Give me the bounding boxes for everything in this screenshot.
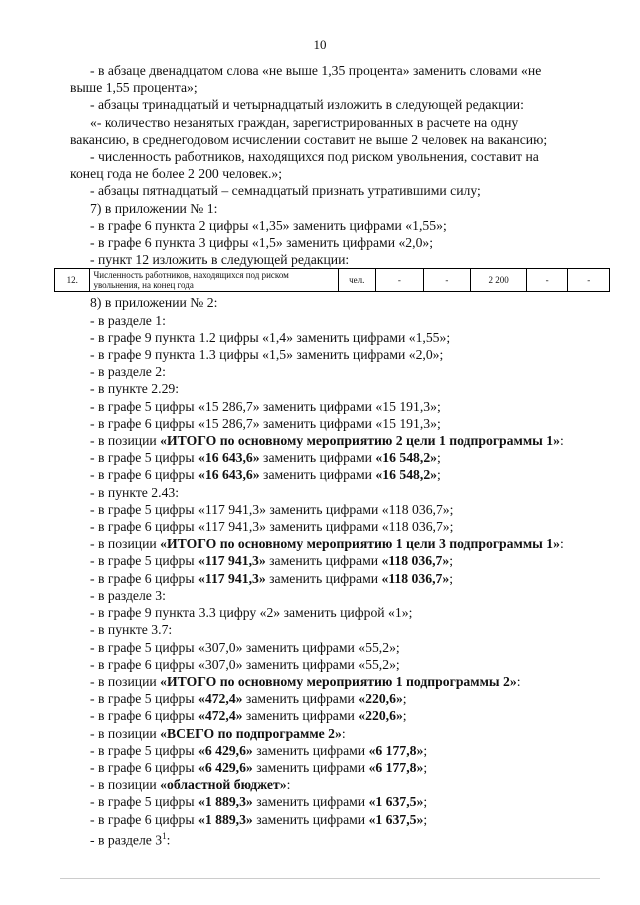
bold-text: «118 036,7» — [381, 570, 450, 586]
text-line — [90, 725, 600, 742]
text-line — [90, 793, 600, 810]
replacement-table — [54, 268, 610, 292]
text-prefix: - в позиции — [90, 433, 161, 449]
value-cell-3: 2 200 — [471, 269, 527, 292]
text-middle: заменить цифрами — [252, 759, 369, 775]
text-suffix: ; — [423, 742, 428, 758]
bold-text: «16 643,6» — [198, 450, 260, 466]
text-line — [90, 673, 600, 690]
value-cell-4: - — [526, 269, 568, 292]
text-prefix: - в графе 6 цифры — [90, 811, 199, 827]
text-prefix: - в позиции — [90, 725, 161, 741]
text-suffix: : — [516, 673, 521, 689]
text-prefix: - в графе 5 цифры — [90, 794, 199, 810]
text-suffix: : — [166, 832, 171, 848]
bold-text: «220,6» — [358, 708, 403, 724]
text-line: - в графе 6 цифры «15 286,7» заменить цифрами «15 191,3»; — [90, 415, 441, 431]
text-prefix: - в графе 6 цифры — [90, 759, 199, 775]
text-line: - в графе 6 пункта 2 цифры «1,35» заменить цифрами «1,55»; — [90, 217, 447, 233]
bold-text: «472,4» — [198, 691, 243, 707]
document-body — [66, 62, 600, 849]
text-line: - в графе 9 пункта 1.2 цифры «1,4» заменить цифрами «1,55»; — [90, 329, 451, 345]
text-line: выше 1,55 процента»; — [70, 80, 198, 96]
bold-text: «1 889,3» — [198, 794, 253, 810]
row-number: 12. — [55, 269, 90, 292]
text-line: - пункт 12 изложить в следующей редакции: — [90, 252, 350, 268]
bold-text: «ИТОГО по основному мероприятию 1 подпрограммы 2» — [160, 673, 517, 689]
text-middle: заменить цифрами — [242, 691, 359, 707]
text-line: - в графе 6 цифры «307,0» заменить цифрами «55,2»; — [90, 656, 400, 672]
text-suffix: ; — [423, 811, 428, 827]
value-cell-1: - — [376, 269, 424, 292]
text-line: - в пункте 2.29: — [90, 381, 180, 397]
text-line — [90, 690, 600, 707]
text-middle: заменить цифрами — [252, 811, 369, 827]
text-suffix: : — [341, 725, 346, 741]
text-prefix: - в графе 5 цифры — [90, 450, 199, 466]
bold-text: «1 889,3» — [198, 811, 253, 827]
paragraph-block-b — [90, 294, 600, 848]
text-line — [90, 776, 600, 793]
text-suffix: : — [286, 777, 291, 793]
text-line: - в разделе 3: — [90, 587, 166, 603]
footer-rule — [60, 878, 600, 879]
bold-text: «6 429,6» — [198, 742, 253, 758]
bold-text: «220,6» — [358, 691, 403, 707]
text-prefix: - в позиции — [90, 536, 161, 552]
bold-text: «16 643,6» — [198, 467, 260, 483]
bold-text: «ИТОГО по основному мероприятию 2 цели 1 подпрограммы 1» — [160, 433, 560, 449]
text-line: конец года не более 2 200 человек.»; — [70, 166, 283, 182]
bold-text: «117 941,3» — [198, 570, 266, 586]
text-middle: заменить цифрами — [265, 553, 382, 569]
text-prefix: - в разделе 3 — [90, 832, 163, 848]
text-line: - в пункте 2.43: — [90, 484, 180, 500]
text-middle: заменить цифрами — [252, 742, 369, 758]
text-line: - абзацы пятнадцатый – семнадцатый признать утратившими силу; — [90, 183, 481, 199]
text-line — [90, 535, 600, 552]
bold-text: «6 429,6» — [198, 759, 253, 775]
text-line: 7) в приложении № 1: — [90, 200, 218, 216]
text-line — [90, 828, 600, 849]
text-line: - в абзаце двенадцатом слова «не выше 1,35 процента» заменить словами «не — [90, 63, 542, 78]
bold-text: «118 036,7» — [381, 553, 450, 569]
text-prefix: - в графе 5 цифры — [90, 553, 199, 569]
text-suffix: ; — [449, 553, 453, 569]
text-suffix: : — [559, 536, 564, 552]
text-line: - численность работников, находящихся под риском увольнения, составит на — [90, 149, 539, 165]
text-line: - в пункте 3.7: — [90, 622, 173, 638]
text-prefix: - в позиции — [90, 673, 161, 689]
text-suffix: ; — [402, 691, 407, 707]
bold-text: «117 941,3» — [198, 553, 266, 569]
bold-text: «6 177,8» — [368, 742, 424, 758]
bold-text: «ВСЕГО по подпрограмме 2» — [160, 725, 342, 741]
text-line: 8) в приложении № 2: — [90, 295, 218, 311]
superscript: 1 — [162, 830, 167, 841]
text-line: - в разделе 1: — [90, 312, 166, 328]
unit-cell: чел. — [338, 269, 375, 292]
bold-text: «16 548,2» — [375, 467, 437, 483]
text-suffix: ; — [423, 794, 428, 810]
bold-text: «1 637,5» — [368, 794, 424, 810]
text-middle: заменить цифрами — [265, 570, 382, 586]
text-suffix: ; — [402, 708, 407, 724]
text-line — [90, 432, 600, 449]
bold-text: «6 177,8» — [368, 759, 424, 775]
bold-text: «472,4» — [198, 708, 243, 724]
text-suffix: ; — [437, 450, 441, 466]
text-line — [90, 811, 600, 828]
text-line: - в графе 5 цифры «307,0» заменить цифрами «55,2»; — [90, 639, 400, 655]
text-middle: заменить цифрами — [259, 467, 376, 483]
page-number: 10 — [313, 37, 327, 52]
text-suffix: ; — [423, 759, 428, 775]
indicator-name: Численность работников, находящихся под риском увольнения, на конец года — [90, 269, 338, 292]
table-row — [55, 269, 610, 292]
text-suffix: ; — [437, 467, 441, 483]
text-suffix: ; — [449, 570, 453, 586]
text-line — [90, 449, 600, 466]
text-line — [90, 552, 600, 569]
text-line: - в графе 6 цифры «117 941,3» заменить цифрами «118 036,7»; — [90, 519, 454, 535]
bold-text: «ИТОГО по основному мероприятию 1 цели 3 подпрограммы 1» — [160, 536, 560, 552]
text-line: - в графе 6 пункта 3 цифры «1,5» заменить цифрами «2,0»; — [90, 235, 434, 251]
text-middle: заменить цифрами — [259, 450, 376, 466]
text-line: - в графе 5 цифры «15 286,7» заменить цифрами «15 191,3»; — [90, 398, 441, 414]
text-line: - абзацы тринадцатый и четырнадцатый изложить в следующей редакции: — [90, 97, 524, 113]
text-prefix: - в позиции — [90, 777, 161, 793]
text-line: «- количество незанятых граждан, зарегистрированных в расчете на одну — [90, 114, 519, 130]
text-prefix: - в графе 6 цифры — [90, 467, 199, 483]
text-line: - в графе 9 пункта 1.3 цифры «1,5» заменить цифрами «2,0»; — [90, 347, 444, 363]
text-prefix: - в графе 5 цифры — [90, 742, 199, 758]
text-middle: заменить цифрами — [242, 708, 359, 724]
text-line — [90, 759, 600, 776]
text-line: вакансию, в среднегодовом исчислении составит не выше 2 человек на вакансию; — [70, 131, 548, 147]
value-cell-5: - — [568, 269, 610, 292]
text-line: - в графе 5 цифры «117 941,3» заменить цифрами «118 036,7»; — [90, 501, 454, 517]
text-line — [90, 466, 600, 483]
bold-text: «16 548,2» — [375, 450, 437, 466]
value-cell-2: - — [423, 269, 471, 292]
text-line — [90, 570, 600, 587]
paragraph-block-a — [70, 62, 600, 268]
text-prefix: - в графе 5 цифры — [90, 691, 199, 707]
text-line — [90, 707, 600, 724]
text-line — [90, 742, 600, 759]
bold-text: «областной бюджет» — [160, 777, 287, 793]
text-prefix: - в графе 6 цифры — [90, 570, 199, 586]
text-suffix: : — [559, 433, 564, 449]
bold-text: «1 637,5» — [368, 811, 424, 827]
text-prefix: - в графе 6 цифры — [90, 708, 199, 724]
text-line: - в разделе 2: — [90, 364, 166, 380]
text-middle: заменить цифрами — [252, 794, 369, 810]
text-line: - в графе 9 пункта 3.3 цифру «2» заменить цифрой «1»; — [90, 605, 413, 621]
